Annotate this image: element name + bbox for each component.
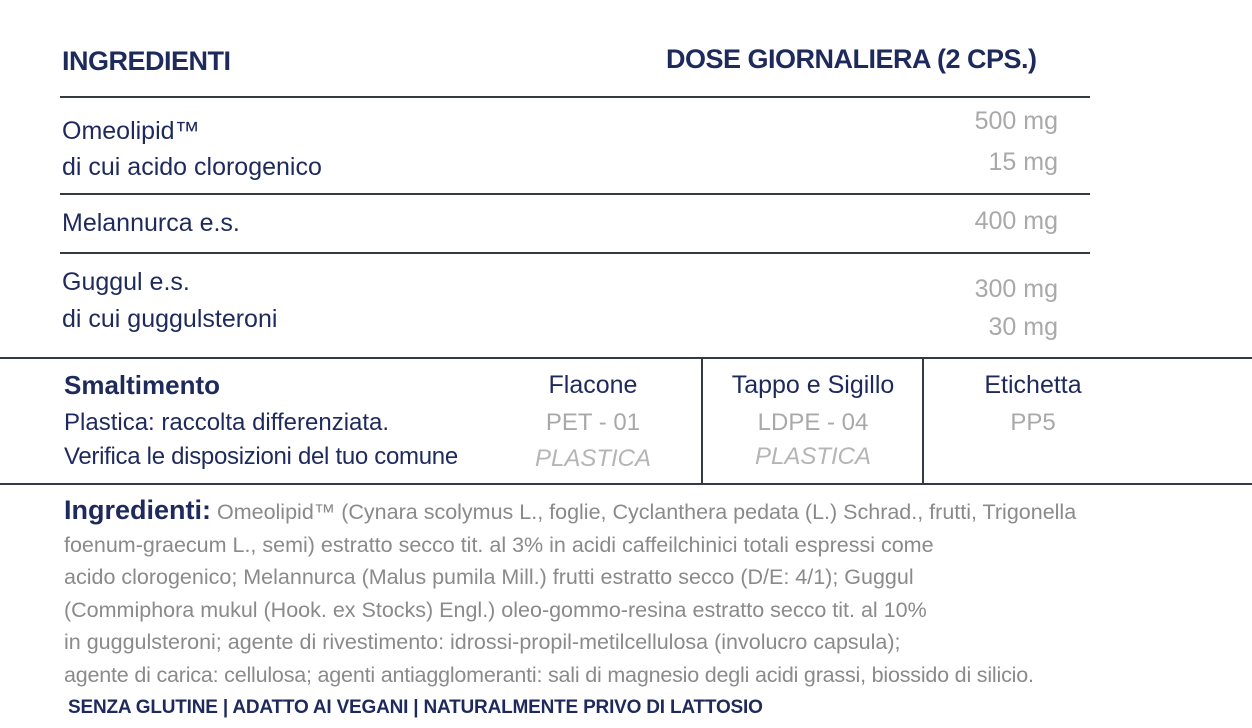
disposal-column-code: PET - 01 bbox=[545, 409, 641, 436]
disposal-column-material: PLASTICA bbox=[534, 445, 652, 472]
disposal-text: Plastica: raccolta differenziata. bbox=[64, 409, 390, 436]
divider bbox=[60, 252, 1090, 254]
divider bbox=[60, 96, 1090, 98]
ingredient-dose: 400 mg bbox=[974, 207, 1058, 235]
ingredients-line: acido clorogenico; Melannurca (Malus pumila Mill.) frutti estratto secco (D/E: 4/1); Guggul bbox=[64, 565, 914, 589]
ingredient-name: Omeolipid™ bbox=[62, 117, 200, 145]
ingredients-line: (Commiphora mukul (Hook. ex Stocks) Engl.) oleo-gommo-resina estratto secco tit. al 10% bbox=[64, 597, 927, 622]
disposal-column-code: PP5 bbox=[1010, 409, 1056, 436]
ingredient-subname: di cui acido clorogenico bbox=[62, 153, 322, 181]
ingredients-label: Ingredienti: bbox=[64, 495, 211, 525]
disposal-column-header: Tappo e Sigillo bbox=[731, 371, 895, 399]
divider bbox=[60, 193, 1090, 195]
ingredient-subdose: 30 mg bbox=[988, 313, 1058, 341]
ingredients-text: Omeolipid™ (Cynara scolymus L., foglie, Cyclanthera pedata (L.) Schrad., frutti, Trigonella bbox=[216, 500, 1077, 524]
ingredients-line: agente di carica: cellulosa; agenti antiagglomeranti: sali di magnesio degli acidi grassi, biossido di silicio. bbox=[64, 662, 1034, 687]
disposal-column-header: Flacone bbox=[548, 371, 638, 399]
ingredient-name: Melannurca e.s. bbox=[62, 209, 240, 237]
ingredient-subname: di cui guggulsteroni bbox=[62, 305, 278, 333]
dietary-claims: SENZA GLUTINE | ADATTO AI VEGANI | NATURALMENTE PRIVO DI LATTOSIO bbox=[68, 697, 763, 718]
disposal-column-header: Etichetta bbox=[984, 371, 1082, 399]
ingredients-paragraph bbox=[64, 494, 1234, 691]
ingredients-header: INGREDIENTI bbox=[62, 46, 231, 76]
ingredients-line: foenum-graecum L., semi) estratto secco tit. al 3% in acidi caffeilchinici totali espressi come bbox=[64, 532, 934, 557]
ingredient-name: Guggul e.s. bbox=[62, 268, 190, 296]
column-divider bbox=[701, 358, 703, 484]
daily-dose-header: DOSE GIORNALIERA (2 CPS.) bbox=[666, 44, 1037, 74]
ingredient-dose: 500 mg bbox=[974, 107, 1058, 135]
disposal-title: Smaltimento bbox=[64, 370, 221, 400]
disposal-top-rule bbox=[0, 357, 1252, 359]
ingredient-subdose: 15 mg bbox=[988, 148, 1058, 176]
ingredients-line bbox=[64, 494, 1234, 529]
ingredient-dose: 300 mg bbox=[974, 275, 1058, 303]
ingredients-line: in guggulsteroni; agente di rivestimento: idrossi-propil-metilcellulosa (involucro capsula); bbox=[64, 630, 901, 654]
disposal-note: Verifica le disposizioni del tuo comune bbox=[64, 443, 458, 470]
disposal-bottom-rule bbox=[0, 483, 1252, 485]
disposal-column-code: LDPE - 04 bbox=[757, 409, 869, 436]
disposal-column-material: PLASTICA bbox=[754, 443, 872, 470]
